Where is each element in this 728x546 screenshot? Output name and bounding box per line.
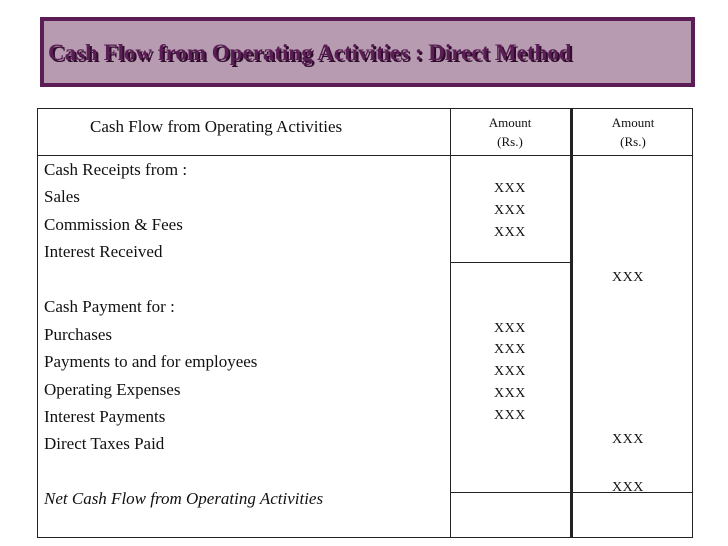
commission-amount: XXX bbox=[494, 203, 526, 218]
purchases-amount: XXX bbox=[494, 321, 526, 336]
sales-label: Sales bbox=[44, 187, 80, 206]
operating-expenses-amount: XXX bbox=[494, 364, 526, 379]
amount-header-1-line2: (Rs.) bbox=[497, 134, 523, 149]
commission-label: Commission & Fees bbox=[44, 215, 183, 234]
amount-header-1-line1: Amount bbox=[488, 115, 532, 130]
amount-header-2-line1: Amount bbox=[611, 115, 655, 130]
amount-subtotal-line-1 bbox=[450, 262, 570, 263]
header-divider bbox=[37, 155, 693, 156]
receipts-total-amount: XXX bbox=[612, 270, 644, 285]
employees-label: Payments to and for employees bbox=[44, 352, 258, 371]
column-divider-2 bbox=[570, 108, 573, 538]
net-cash-flow-amount: XXX bbox=[612, 480, 644, 495]
amount-subtotal-line-2 bbox=[450, 492, 693, 493]
net-cash-flow-label: Net Cash Flow from Operating Activities bbox=[44, 489, 324, 508]
sales-amount: XXX bbox=[494, 181, 526, 196]
payments-total-amount: XXX bbox=[612, 432, 644, 447]
interest-payments-amount: XXX bbox=[494, 386, 526, 401]
employees-amount: XXX bbox=[494, 342, 526, 357]
payments-heading: Cash Payment for : bbox=[44, 297, 175, 316]
interest-received-label: Interest Received bbox=[44, 242, 163, 261]
direct-taxes-label: Direct Taxes Paid bbox=[44, 434, 165, 453]
amount-header-2-line2: (Rs.) bbox=[620, 134, 646, 149]
receipts-heading: Cash Receipts from : bbox=[44, 160, 188, 179]
description-header: Cash Flow from Operating Activities bbox=[90, 117, 343, 136]
interest-received-amount: XXX bbox=[494, 225, 526, 240]
page-title: Cash Flow from Operating Activities : Direct Method bbox=[48, 40, 572, 65]
purchases-label: Purchases bbox=[44, 325, 112, 344]
interest-payments-label: Interest Payments bbox=[44, 407, 166, 426]
operating-expenses-label: Operating Expenses bbox=[44, 380, 181, 399]
column-divider-1 bbox=[450, 108, 451, 538]
direct-taxes-amount: XXX bbox=[494, 408, 526, 423]
